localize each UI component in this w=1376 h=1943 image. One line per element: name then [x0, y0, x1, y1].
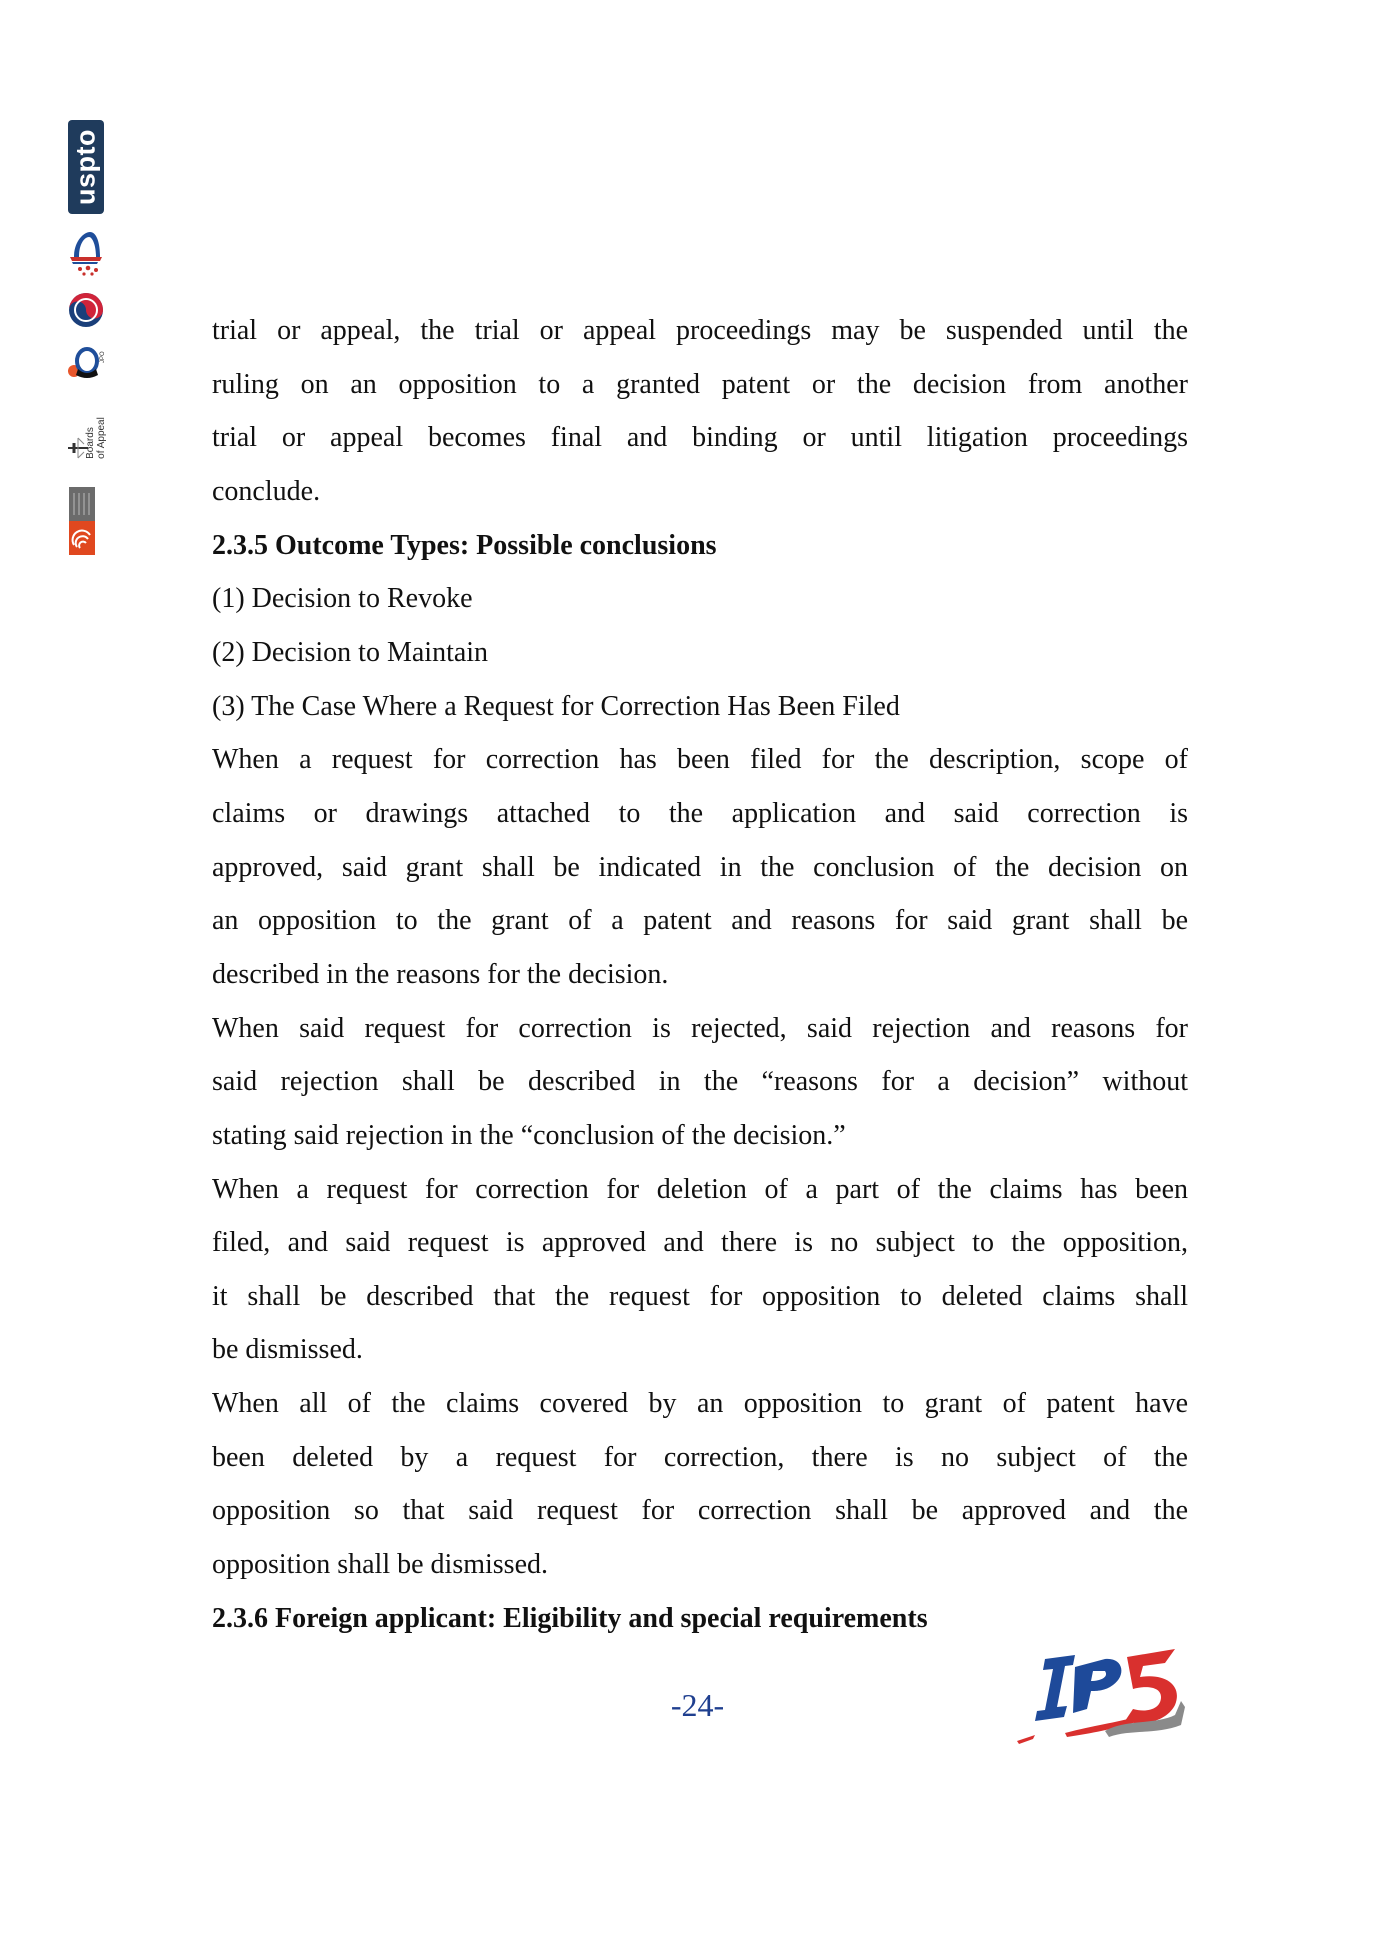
text-line: been deleted by a request for correction, there is no subject of the [212, 1441, 1188, 1473]
jpo-logo-icon [60, 343, 112, 383]
text-line: said rejection shall be described in the “reasons for a decision” without [212, 1066, 1188, 1098]
page-number: -24- [670, 1687, 725, 1723]
boards-of-appeal-label [86, 400, 106, 475]
ip5-logo-icon [1005, 1645, 1190, 1755]
text-line: described in the reasons for the decision. [212, 958, 669, 990]
office-logos-sidebar [60, 115, 112, 565]
kipo-taegeuk-icon [60, 288, 112, 332]
text-line: When said request for correction is rejected, said rejection and reasons for [212, 1012, 1188, 1044]
text-line: opposition so that said request for correction shall be approved and the [212, 1495, 1188, 1527]
text-line: filed, and said request is approved and there is no subject to the opposition, [212, 1227, 1188, 1259]
text-line: approved, said grant shall be indicated in the conclusion of the decision on [212, 851, 1188, 883]
text-line: ruling on an opposition to a granted patent or the decision from another [212, 368, 1188, 400]
text-line: When a request for correction for deletion of a part of the claims has been [212, 1173, 1188, 1205]
text-line: an opposition to the grant of a patent and reasons for said grant shall be [212, 905, 1188, 937]
text-line: When all of the claims covered by an opposition to grant of patent have [212, 1388, 1188, 1420]
cnipa-logo-icon [60, 227, 112, 277]
euipo-logo-icon [60, 485, 112, 557]
section-heading: 2.3.5 Outcome Types: Possible conclusions [212, 529, 717, 561]
text-line: trial or appeal, the trial or appeal proceedings may be suspended until the [212, 315, 1188, 346]
uspto-logo [68, 120, 104, 214]
section-heading: 2.3.6 Foreign applicant: Eligibility and special requirements [212, 1602, 928, 1634]
text-line: opposition shall be dismissed. [212, 1549, 548, 1581]
text-line: (3) The Case Where a Request for Correction Has Been Filed [212, 690, 900, 722]
text-line: (1) Decision to Revoke [212, 583, 473, 615]
text-line: stating said rejection in the “conclusion of the decision.” [212, 1119, 846, 1151]
text-line: When a request for correction has been filed for the description, scope of [212, 744, 1188, 776]
uspto-logo-text: uspto [70, 129, 101, 205]
text-line: trial or appeal becomes final and binding or until litigation proceedings [212, 422, 1188, 454]
text-line: (2) Decision to Maintain [212, 636, 489, 668]
boards-label-line2: of Appeal [96, 416, 107, 459]
jpo-logo-text: JPO [100, 351, 106, 363]
text-line: be dismissed. [212, 1334, 363, 1366]
text-line: it shall be described that the request for opposition to deleted claims shall [212, 1280, 1188, 1312]
text-line: claims or drawings attached to the application and said correction is [212, 797, 1188, 829]
boards-label-line1: Boards [85, 426, 96, 459]
document-body [212, 304, 1188, 1645]
text-line: conclude. [212, 475, 321, 507]
